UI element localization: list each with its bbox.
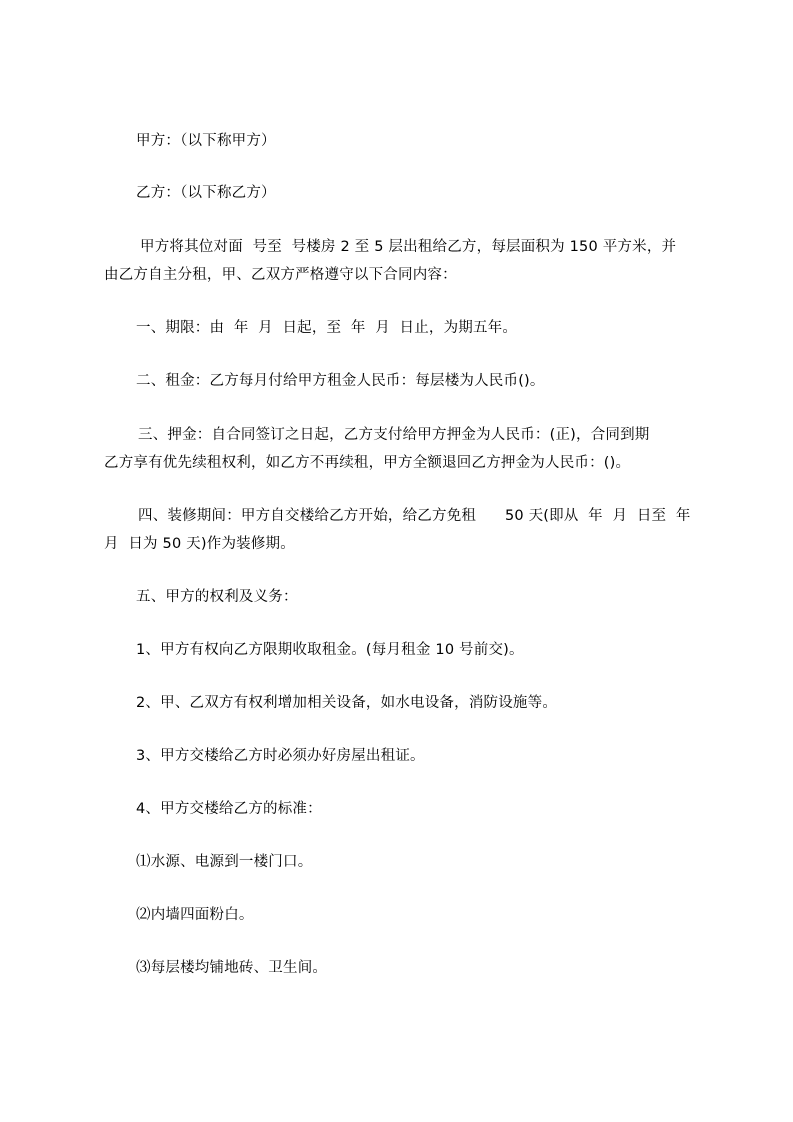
renovation-clause-line-2: 月 日为 50 天)作为装修期。: [104, 536, 295, 552]
intro-line-2: 由乙方自主分租，甲、乙双方严格遵守以下合同内容：: [104, 267, 457, 283]
rights-item-1: 1、甲方有权向乙方限期收取租金。(每月租金 10 号前交)。: [136, 642, 524, 658]
rights-item-2: 2、甲、乙双方有权利增加相关设备，如水电设备，消防设施等。: [136, 695, 558, 711]
renovation-clause-line-1: 四、装修期间：甲方自交楼给乙方开始，给乙方免租 50 天(即从 年 月 日至 年: [138, 508, 691, 524]
party-b-line: 乙方：（以下称乙方）: [136, 185, 276, 201]
intro-line-1: 甲方将其位对面 号至 号楼房 2 至 5 层出租给乙方，每层面积为 150 平方米，并: [140, 239, 677, 255]
standard-sub-item-2: ⑵内墙四面粉白。: [136, 907, 254, 923]
party-a-line: 甲方：（以下称甲方）: [136, 133, 276, 149]
rent-clause: 二、租金：乙方每月付给甲方租金人民币：每层楼为人民币()。: [136, 373, 545, 389]
rights-item-4: 4、甲方交楼给乙方的标准：: [136, 801, 322, 817]
section-5-title: 五、甲方的权利及义务：: [136, 589, 298, 605]
deposit-clause-line-2: 乙方享有优先续租权利，如乙方不再续租，甲方全额退回乙方押金为人民币：()。: [104, 455, 631, 471]
standard-sub-item-1: ⑴水源、电源到一楼门口。: [136, 854, 313, 870]
term-clause: 一、期限：由 年 月 日起，至 年 月 日止，为期五年。: [136, 320, 518, 336]
rights-item-3: 3、甲方交楼给乙方时必须办好房屋出租证。: [136, 748, 425, 764]
deposit-clause-line-1: 三、押金：自合同签订之日起，乙方支付给甲方押金为人民币：(正)，合同到期: [138, 427, 650, 443]
standard-sub-item-3: ⑶每层楼均铺地砖、卫生间。: [136, 960, 328, 976]
